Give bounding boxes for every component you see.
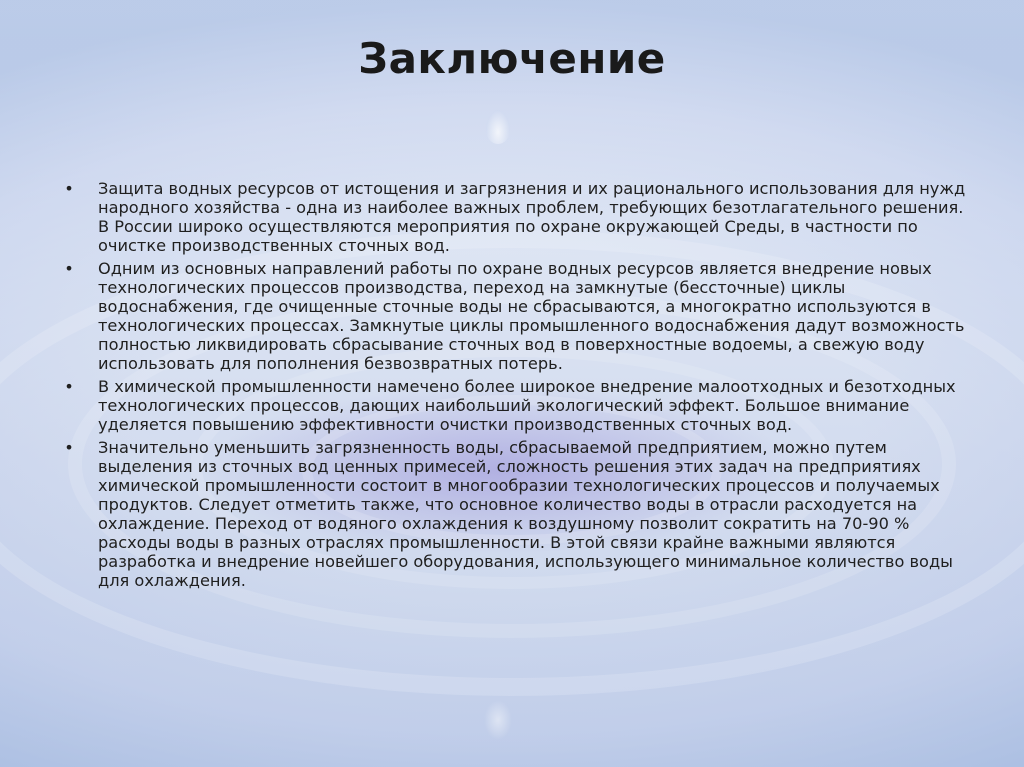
bullet-text: Защита водных ресурсов от истощения и загрязнения и их рационального использования для нужд народного хозяйства - одна из наиболее важных проблем, требующих безотлагательного решения. В России широко осуществляются мероприятия по охране окружающей Среды, в частности по очистке производственных сточных вод. — [98, 179, 966, 255]
bullet-marker: • — [64, 377, 74, 396]
bullet-text: В химической промышленности намечено более широкое внедрение малоотходных и безотходных технологических процессов, дающих наибольший экологический эффект. Большое внимание уделяется повышению эффективности очистки производственных сточных вод. — [98, 377, 956, 434]
bullet-item — [62, 259, 972, 373]
bullet-marker: • — [64, 438, 74, 457]
bullet-text: Одним из основных направлений работы по охране водных ресурсов является внедрение новых технологических процессов производства, переход на замкнутые (бессточные) циклы водоснабжения, где очищенные сточные воды не сбрасываются, а многократно используются в технологических процессах. Замкнутые циклы промышленного водоснабжения дадут возможность полностью ликвидировать сбрасывание сточных вод в поверхностные водоемы, а свежую воду использовать для пополнения безвозвратных потерь. — [98, 259, 965, 373]
water-drop-reflection — [484, 700, 512, 740]
bullet-list — [62, 179, 972, 594]
bullet-marker: • — [64, 259, 74, 278]
water-drop-icon — [486, 110, 510, 144]
bullet-marker: • — [64, 179, 74, 198]
bullet-text: Значительно уменьшить загрязненность воды, сбрасываемой предприятием, можно путем выделения из сточных вод ценных примесей, сложность решения этих задач на предприятиях химической промышленности состоит в многообразии технологических процессов и получаемых продуктов. Следует отметить также, что основное количество воды в отрасли расходуется на охлаждение. Переход от водяного охлаждения к воздушному позволит сократить на 70-90 % расходы воды в разных отраслях промышленности. В этой связи крайне важными являются разработка и внедрение новейшего оборудования, использующего минимальное количество воды для охлаждения. — [98, 438, 953, 590]
bullet-item — [62, 179, 972, 255]
bullet-item — [62, 438, 972, 590]
bullet-item — [62, 377, 972, 434]
slide-title: Заключение — [358, 34, 666, 83]
